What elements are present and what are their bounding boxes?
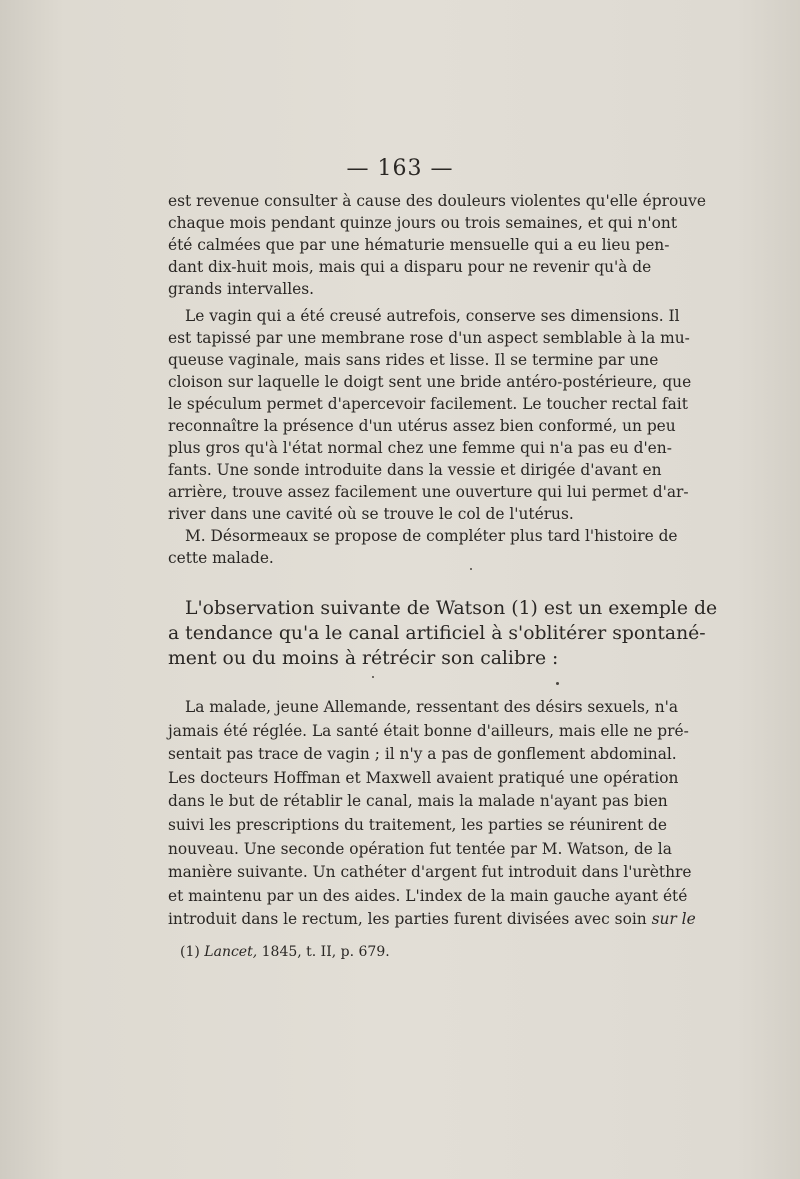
text-line: dant dix-huit mois, mais qui a disparu pour ne revenir qu'à de bbox=[168, 258, 652, 276]
paragraph-3 bbox=[168, 525, 678, 569]
text-line: été calmées que par une hématurie mensuelle qui a eu lieu pen- bbox=[168, 236, 670, 254]
text-line: cette malade. bbox=[168, 549, 274, 567]
paragraph-5 bbox=[168, 696, 696, 932]
text-line: et maintenu par un des aides. L'index de la main gauche ayant été bbox=[168, 886, 688, 905]
paragraph-1 bbox=[168, 190, 706, 300]
text-line: reconnaître la présence d'un utérus assez bien conformé, un peu bbox=[168, 417, 676, 435]
text-line: river dans une cavité où se trouve le col de l'utérus. bbox=[168, 505, 574, 523]
text-line: a tendance qu'a le canal artificiel à s'oblitérer spontané- bbox=[168, 623, 706, 644]
text-line: chaque mois pendant quinze jours ou trois semaines, et qui n'ont bbox=[168, 214, 678, 232]
text-line: plus gros qu'à l'état normal chez une femme qui n'a pas eu d'en- bbox=[168, 439, 672, 457]
text-line: jamais été réglée. La santé était bonne d'ailleurs, mais elle ne pré- bbox=[168, 721, 689, 740]
italic-text: sur le bbox=[651, 910, 696, 929]
footnote-source: Lancet, bbox=[204, 944, 258, 960]
text-line bbox=[168, 908, 696, 932]
paragraph-4 bbox=[168, 596, 718, 671]
paper-speck bbox=[556, 682, 559, 685]
paper-speck bbox=[470, 568, 472, 570]
text-line: Le vagin qui a été creusé autrefois, conserve ses dimensions. Il bbox=[185, 307, 680, 325]
text-line: est revenue consulter à cause des douleurs violentes qu'elle éprouve bbox=[168, 192, 706, 210]
text-line: Les docteurs Hoffman et Maxwell avaient pratiqué une opération bbox=[168, 768, 679, 787]
text-line: manière suivante. Un cathéter d'argent fut introduit dans l'urèthre bbox=[168, 863, 692, 882]
text-line: est tapissé par une membrane rose d'un aspect semblable à la mu- bbox=[168, 329, 690, 347]
text-line: L'observation suivante de Watson (1) est un exemple de bbox=[185, 598, 718, 619]
text-line: La malade, jeune Allemande, ressentant des désirs sexuels, n'a bbox=[185, 698, 679, 716]
text-line: M. Désormeaux se propose de compléter plus tard l'histoire de bbox=[185, 527, 678, 545]
text-line: sentait pas trace de vagin ; il n'y a pas de gonflement abdominal. bbox=[168, 745, 677, 764]
text-line: arrière, trouve assez facilement une ouverture qui lui permet d'ar- bbox=[168, 483, 689, 501]
text-line: queuse vaginale, mais sans rides et lisse. Il se termine par une bbox=[168, 351, 659, 369]
page-number: — 163 — bbox=[346, 156, 454, 181]
text-line: ment ou du moins à rétrécir son calibre : bbox=[168, 648, 559, 669]
text-line: cloison sur laquelle le doigt sent une bride antéro-postérieure, que bbox=[168, 373, 692, 391]
text-line: dans le but de rétablir le canal, mais la malade n'ayant pas bien bbox=[168, 792, 668, 811]
text-line: le spéculum permet d'apercevoir facilement. Le toucher rectal fait bbox=[168, 395, 688, 413]
text-line: nouveau. Une seconde opération fut tentée par M. Watson, de la bbox=[168, 839, 672, 858]
footnote bbox=[180, 944, 390, 960]
paper-speck bbox=[372, 676, 374, 678]
text-line: suivi les prescriptions du traitement, les parties se réunirent de bbox=[168, 815, 668, 834]
footnote-details: 1845, t. II, p. 679. bbox=[261, 944, 390, 960]
text-segment: introduit dans le rectum, les parties furent divisées avec soin bbox=[168, 910, 647, 929]
footnote-marker: (1) bbox=[180, 944, 200, 960]
paragraph-2 bbox=[168, 305, 692, 525]
text-line: fants. Une sonde introduite dans la vessie et dirigée d'avant en bbox=[168, 461, 662, 479]
text-line: grands intervalles. bbox=[168, 280, 315, 298]
